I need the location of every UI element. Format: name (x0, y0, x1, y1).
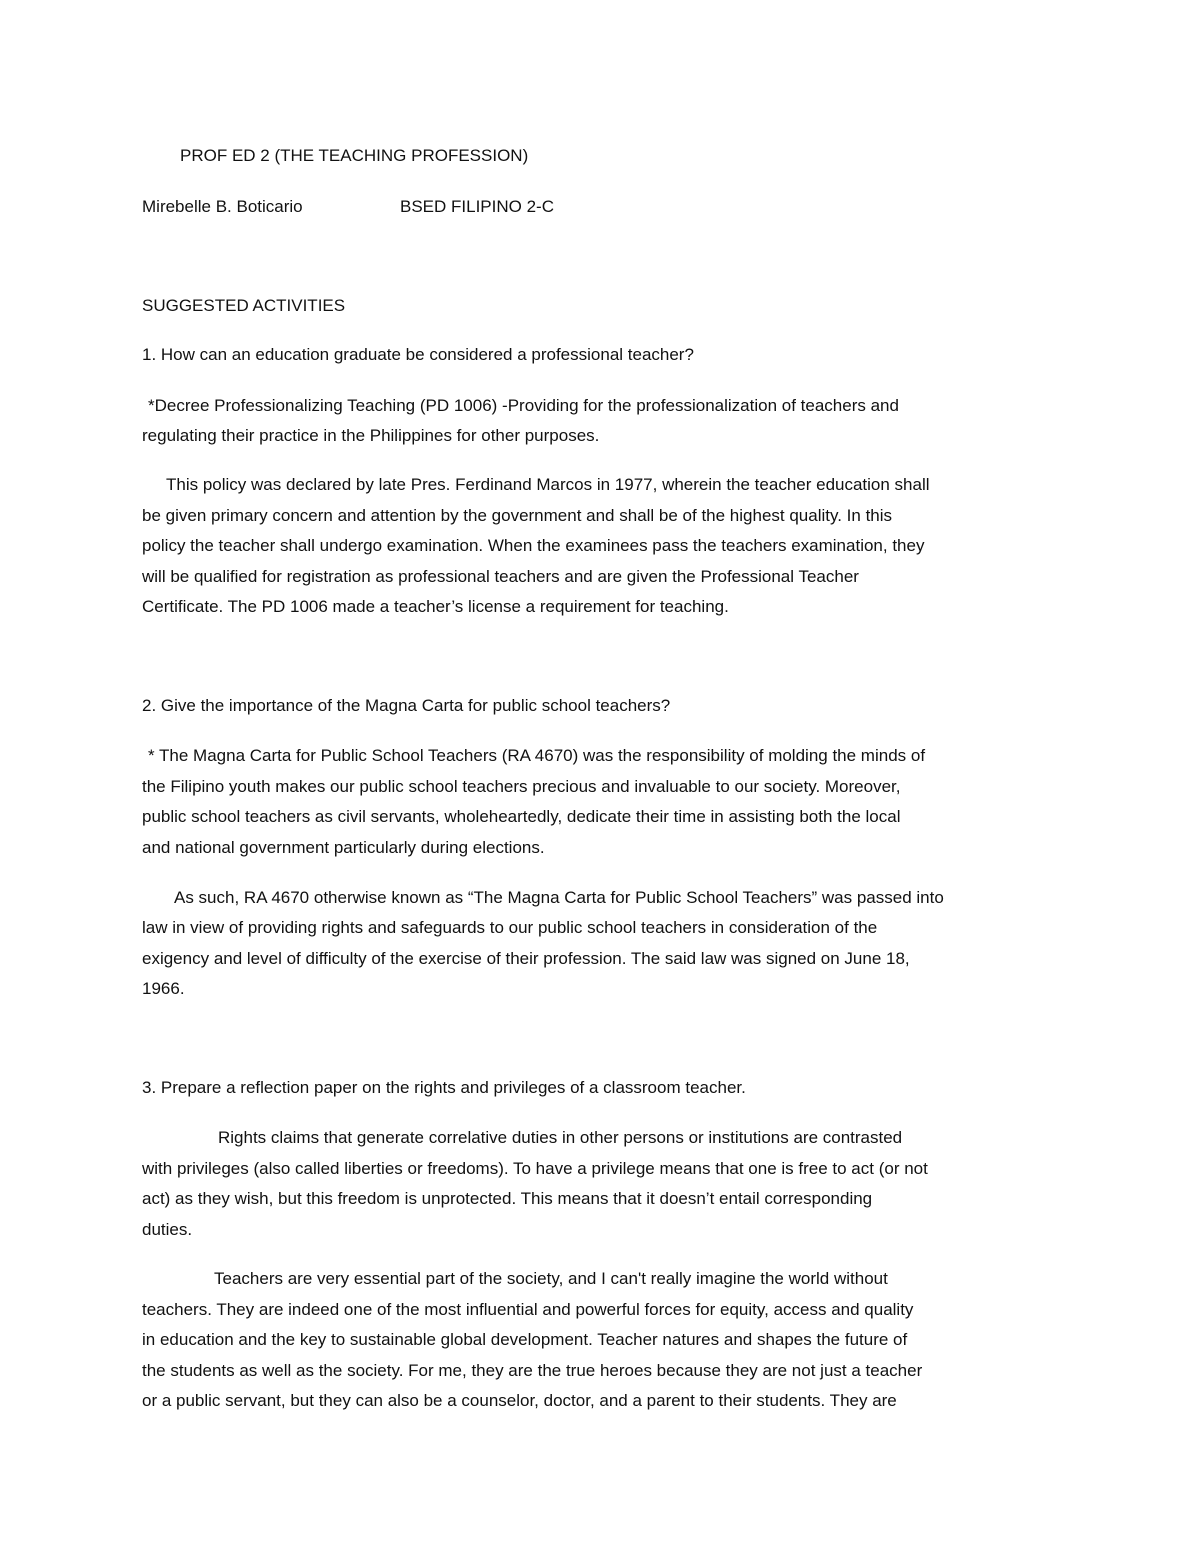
paragraph-line: law in view of providing rights and safeguards to our public school teachers in consideration of the (142, 918, 878, 937)
paragraph-line: teachers. They are indeed one of the most influential and powerful forces for equity, access and quality (142, 1300, 914, 1319)
paragraph-line: public school teachers as civil servants, wholeheartedly, dedicate their time in assisting both the local (142, 807, 901, 826)
paragraph-line: regulating their practice in the Philippines for other purposes. (142, 426, 600, 445)
paragraph-line: the students as well as the society. For me, they are the true heroes because they are not just a teacher (142, 1361, 923, 1380)
paragraph-line: be given primary concern and attention by the government and shall be of the highest quality. In this (142, 506, 893, 525)
paragraph-line: 1966. (142, 979, 185, 998)
paragraph-line: the Filipino youth makes our public school teachers precious and invaluable to our society. Moreover, (142, 777, 901, 796)
question-1: 1. How can an education graduate be considered a professional teacher? (142, 345, 694, 364)
section-title: SUGGESTED ACTIVITIES (142, 296, 346, 315)
paragraph-line: Certificate. The PD 1006 made a teacher’s license a requirement for teaching. (142, 597, 729, 616)
paragraph-line: exigency and level of difficulty of the exercise of their profession. The said law was signed on June 18, (142, 949, 910, 968)
paragraph-line: policy the teacher shall undergo examination. When the examinees pass the teachers examination, they (142, 536, 925, 555)
paragraph-line: in education and the key to sustainable global development. Teacher natures and shapes the future of (142, 1330, 908, 1349)
paragraph-line: or a public servant, but they can also be a counselor, doctor, and a parent to their students. They are (142, 1391, 897, 1410)
paragraph-line: *Decree Professionalizing Teaching (PD 1006) -Providing for the professionalization of teachers and (148, 396, 899, 415)
question-2: 2. Give the importance of the Magna Carta for public school teachers? (142, 696, 671, 715)
paragraph-line: duties. (142, 1220, 193, 1239)
paragraph-line: with privileges (also called liberties or freedoms). To have a privilege means that one is free to act (or not (142, 1159, 928, 1178)
section-label: BSED FILIPINO 2-C (400, 197, 554, 216)
paragraph-line: act) as they wish, but this freedom is unprotected. This means that it doesn’t entail corresponding (142, 1189, 873, 1208)
course-title: PROF ED 2 (THE TEACHING PROFESSION) (180, 146, 529, 165)
paragraph-line: As such, RA 4670 otherwise known as “The Magna Carta for Public School Teachers” was passed into (174, 888, 944, 907)
paragraph-line: and national government particularly during elections. (142, 838, 545, 857)
paragraph-line: This policy was declared by late Pres. Ferdinand Marcos in 1977, wherein the teacher education shall (166, 475, 930, 494)
question-3: 3. Prepare a reflection paper on the rights and privileges of a classroom teacher. (142, 1078, 746, 1097)
paragraph-line: Teachers are very essential part of the society, and I can't really imagine the world without (214, 1269, 888, 1288)
student-name: Mirebelle B. Boticario (142, 197, 303, 216)
paragraph-line: will be qualified for registration as professional teachers and are given the Professional Teacher (142, 567, 859, 586)
paragraph-line: Rights claims that generate correlative duties in other persons or institutions are contrasted (218, 1128, 903, 1147)
paragraph-line: * The Magna Carta for Public School Teachers (RA 4670) was the responsibility of molding the minds of (148, 746, 926, 765)
